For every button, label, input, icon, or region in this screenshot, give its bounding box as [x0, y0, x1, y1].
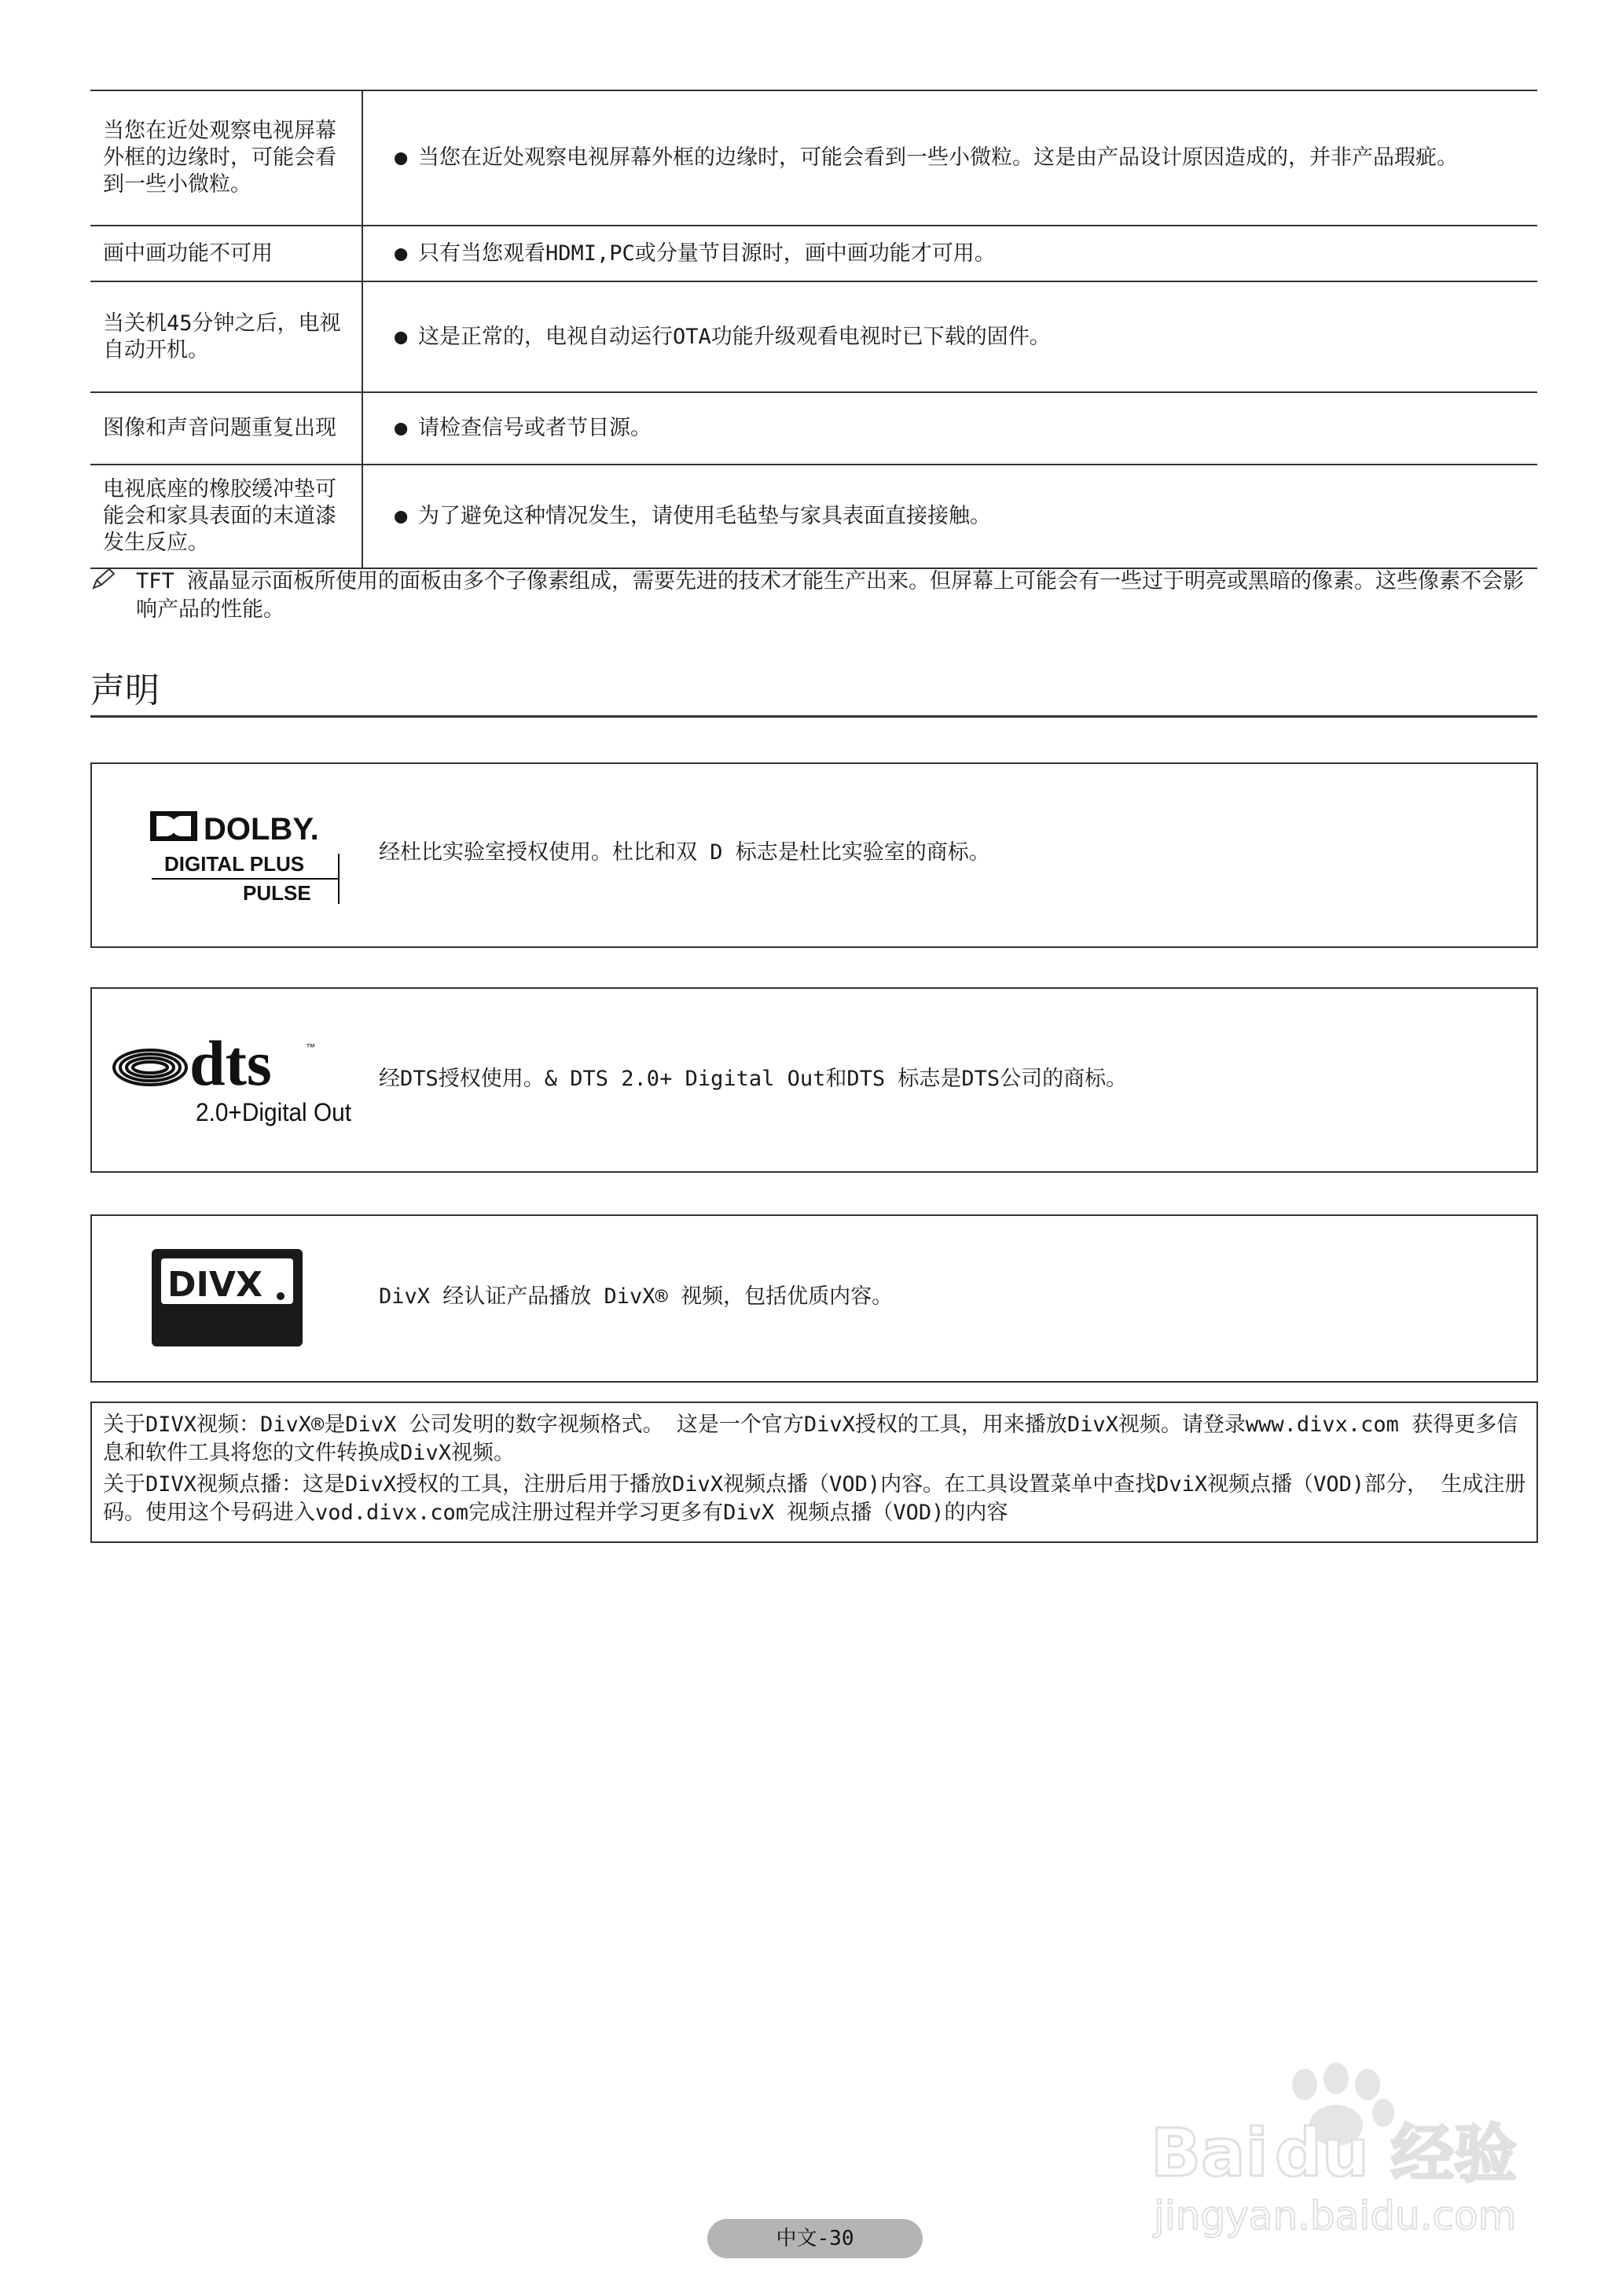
symptom-cell: 图像和声音问题重复出现	[90, 392, 362, 465]
table-row	[90, 392, 1537, 465]
watermark-brand-2: du	[1275, 2114, 1369, 2191]
dts-wordmark: dts	[189, 1034, 272, 1099]
divx-wordmark: DIVX	[167, 1265, 262, 1305]
dolby-digital-plus: DIGITAL PLUS	[164, 852, 305, 876]
solution-cell	[362, 465, 1537, 568]
table-row	[90, 465, 1537, 568]
pencil-note-icon	[90, 568, 122, 599]
symptom-cell: 画中画功能不可用	[90, 226, 362, 281]
page-number: 中文-30	[707, 2219, 923, 2258]
symptom-cell: 当您在近处观察电视屏幕外框的边缘时，可能会看到一些小微粒。	[90, 90, 362, 226]
solution-cell	[362, 281, 1537, 392]
about-divx-vod: 关于DIVX视频点播：这是DivX授权的工具，注册后用于播放DivX视频点播（VOD)内容。在工具设置菜单中查找DviX视频点播（VOD)部分， 生成注册码。使用这个号码进入vod.divx.com完成注册过程并学习更多有DivX 视频点播（VOD)的内容	[103, 1472, 1526, 1525]
table-row	[90, 226, 1537, 281]
solution-text: 当您在近处观察电视屏幕外框的边缘时，可能会看到一些小微粒。这是由产品设计原因造成的，并非产品瑕疵。	[418, 145, 1458, 170]
bullet-icon: ●	[395, 145, 408, 170]
bullet-icon: ●	[395, 504, 408, 528]
solution-text: 这是正常的，电视自动运行OTA功能升级观看电视时已下载的固件。	[418, 324, 1051, 349]
divx-license-box	[90, 1214, 1538, 1383]
solution-cell	[362, 392, 1537, 465]
symptom-cell: 当关机45分钟之后，电视自动开机。	[90, 281, 362, 392]
dolby-license-text: 经杜比实验室授权使用。杜比和双 D 标志是杜比实验室的商标。	[379, 840, 990, 865]
bullet-icon: ●	[395, 241, 408, 266]
dts-logo	[111, 1034, 354, 1127]
solution-text: 请检查信号或者节目源。	[418, 416, 652, 440]
dolby-license-box	[90, 762, 1538, 948]
baidu-watermark	[1147, 2044, 1556, 2248]
watermark-url: jingyan.baidu.com	[1154, 2193, 1517, 2239]
solution-text: 为了避免这种情况发生，请使用毛毡垫与家具表面直接接触。	[418, 504, 991, 528]
solution-cell	[362, 90, 1537, 226]
dts-digital-out: 2.0+Digital Out	[196, 1098, 352, 1126]
dts-license-text: 经DTS授权使用。& DTS 2.0+ Digital Out和DTS 标志是DTS公司的商标。	[379, 1067, 1128, 1091]
symptom-cell: 电视底座的橡胶缓冲垫可能会和家具表面的末道漆发生反应。	[90, 465, 362, 568]
about-divx-box	[90, 1401, 1538, 1543]
divx-license-text: DivX 经认证产品播放 DivX® 视频，包括优质内容。	[379, 1284, 894, 1309]
dolby-pulse: PULSE	[243, 881, 311, 904]
table-row	[90, 90, 1537, 226]
watermark-cn: 经验	[1391, 2118, 1517, 2191]
bullet-icon: ●	[395, 324, 408, 349]
dolby-wordmark: DOLBY.	[204, 812, 319, 847]
dolby-logo	[150, 808, 347, 904]
troubleshooting-table	[90, 90, 1537, 569]
solution-text: 只有当您观看HDMI,PC或分量节目源时，画中画功能才可用。	[418, 241, 996, 266]
solution-cell	[362, 226, 1537, 281]
dts-trademark: ™	[306, 1041, 315, 1052]
note-text: TFT 液晶显示面板所使用的面板由多个子像素组成，需要先进的技术才能生产出来。但屏幕上可能会有一些过于明亮或黑暗的像素。这些像素不会影响产品的性能。	[136, 569, 1525, 622]
watermark-brand: Bai	[1151, 2114, 1268, 2191]
about-divx-video: 关于DIVX视频：DivX®是DivX 公司发明的数字视频格式。 这是一个官方DivX授权的工具，用来播放DivX视频。请登录www.divx.com 获得更多信息和软件工具将您的文件转换成DivX视频。	[103, 1412, 1518, 1465]
divx-logo	[150, 1247, 304, 1348]
bullet-icon: ●	[395, 416, 408, 440]
section-title: 声明	[90, 670, 1537, 718]
dts-license-box	[90, 987, 1538, 1173]
table-row	[90, 281, 1537, 392]
tft-note	[90, 568, 1537, 624]
